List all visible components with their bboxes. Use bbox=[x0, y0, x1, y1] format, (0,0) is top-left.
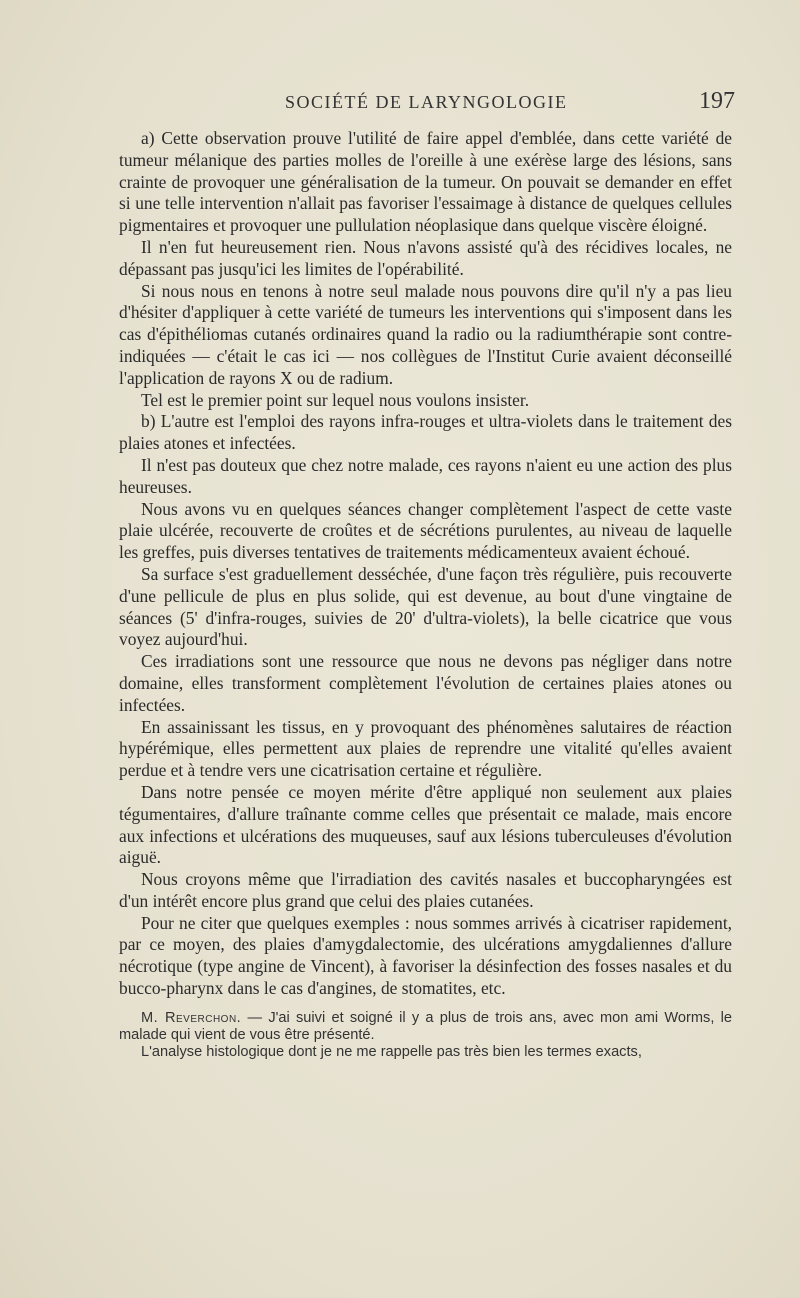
body-text bbox=[119, 128, 732, 1000]
paragraph: b) L'autre est l'emploi des rayons infra-rouges et ultra-violets dans le traitement des plaies atones et infectées. bbox=[119, 411, 732, 454]
paragraph: Nous avons vu en quelques séances changer complètement l'aspect de cette vaste plaie ulcérée, recouverte de croûtes et de sécrétions purulentes, au niveau de laquelle les greffes, puis diverses tentatives de traitements médicamenteux avaient échoué. bbox=[119, 498, 732, 563]
discussion-text: — J'ai suivi et soigné il y a plus de trois ans, avec mon ami Worms, le malade qui vient de vous être présenté. bbox=[119, 1010, 732, 1044]
paragraph: Il n'en fut heureusement rien. Nous n'avons assisté qu'à des récidives locales, ne dépassant pas jusqu'ici les limites de l'opérabilité. bbox=[119, 236, 732, 279]
discussion-section bbox=[119, 1010, 732, 1062]
paragraph: Il n'est pas douteux que chez notre malade, ces rayons n'aient eu une action des plus heureuses. bbox=[119, 454, 732, 497]
paragraph: Tel est le premier point sur lequel nous voulons insister. bbox=[141, 389, 530, 410]
paragraph: Sa surface s'est graduellement desséchée, d'une façon très régulière, puis recouverte d'une pellicule de plus en plus solide, qui est devenue, au bout d'une vingtaine de séances (5' d'infra-rouges, suivies de 20' d'ultra-violets), la belle cicatrice que vous voyez aujourd'hui. bbox=[119, 563, 732, 650]
paragraph: Si nous nous en tenons à notre seul malade nous pouvons dire qu'il n'y a pas lieu d'hésiter d'appliquer à cette variété de tumeurs les interventions qui s'imposent dans les cas d'épithéliomas cutanés ordinaires quand la radio ou la radiumthérapie sont contre-indiquées — c'était le cas ici — nos collègues de l'Institut Curie avaient déconseillé l'application de rayons X ou de radium. bbox=[119, 280, 732, 388]
running-title: SOCIÉTÉ DE LARYNGOLOGIE bbox=[285, 92, 568, 112]
paragraph: a) Cette observation prouve l'utilité de faire appel d'emblée, dans cette variété de tumeur mélanique des parties molles de l'oreille à une exérèse large des lésions, sans crainte de provoquer une généralisation de la tumeur. On pouvait se demander en effet si une telle intervention n'allait pas favoriser l'essaimage à distance de quelques cellules pigmentaires et provoquer une pullulation néoplasique dans quelque viscère éloigné. bbox=[119, 128, 732, 236]
paragraph: Dans notre pensée ce moyen mérite d'être appliqué non seulement aux plaies tégumentaires, d'allure traînante comme celles que présentait ce malade, mais encore aux infections et ulcérations des muqueuses, sauf aux lésions tuberculeuses d'évolution aiguë. bbox=[119, 781, 732, 868]
speaker-name: M. Reverchon. bbox=[141, 1010, 242, 1026]
running-header bbox=[120, 88, 735, 118]
discussion-paragraph bbox=[119, 1010, 732, 1044]
paragraph: Ces irradiations sont une ressource que nous ne devons pas négliger dans notre domaine, elles transforment complètement l'évolution de certaines plaies atones ou infectées. bbox=[119, 651, 732, 715]
paragraph: Pour ne citer que quelques exemples : nous sommes arrivés à cicatriser rapidement, par ce moyen, des plaies d'amygdalectomie, des ulcérations amygdaliennes d'allure nécrotique (type angine de Vincent), à favoriser la désinfection des fosses nasales et du bucco-pharynx dans le cas d'angines, de stomatites, etc. bbox=[119, 912, 732, 999]
page-number: 197 bbox=[699, 88, 735, 114]
paragraph: En assainissant les tissus, en y provoquant des phénomènes salutaires de réaction hypérémique, elles permettent aux plaies de reprendre une vitalité qu'elles avaient perdue et à tendre vers une cicatrisation certaine et régulière. bbox=[119, 716, 732, 781]
discussion-paragraph: L'analyse histologique dont je ne me rappelle pas très bien les termes exacts, bbox=[141, 1044, 642, 1061]
paragraph: Nous croyons même que l'irradiation des cavités nasales et buccopharyngées est d'un intérêt encore plus grand que celui des plaies cutanées. bbox=[119, 869, 732, 911]
